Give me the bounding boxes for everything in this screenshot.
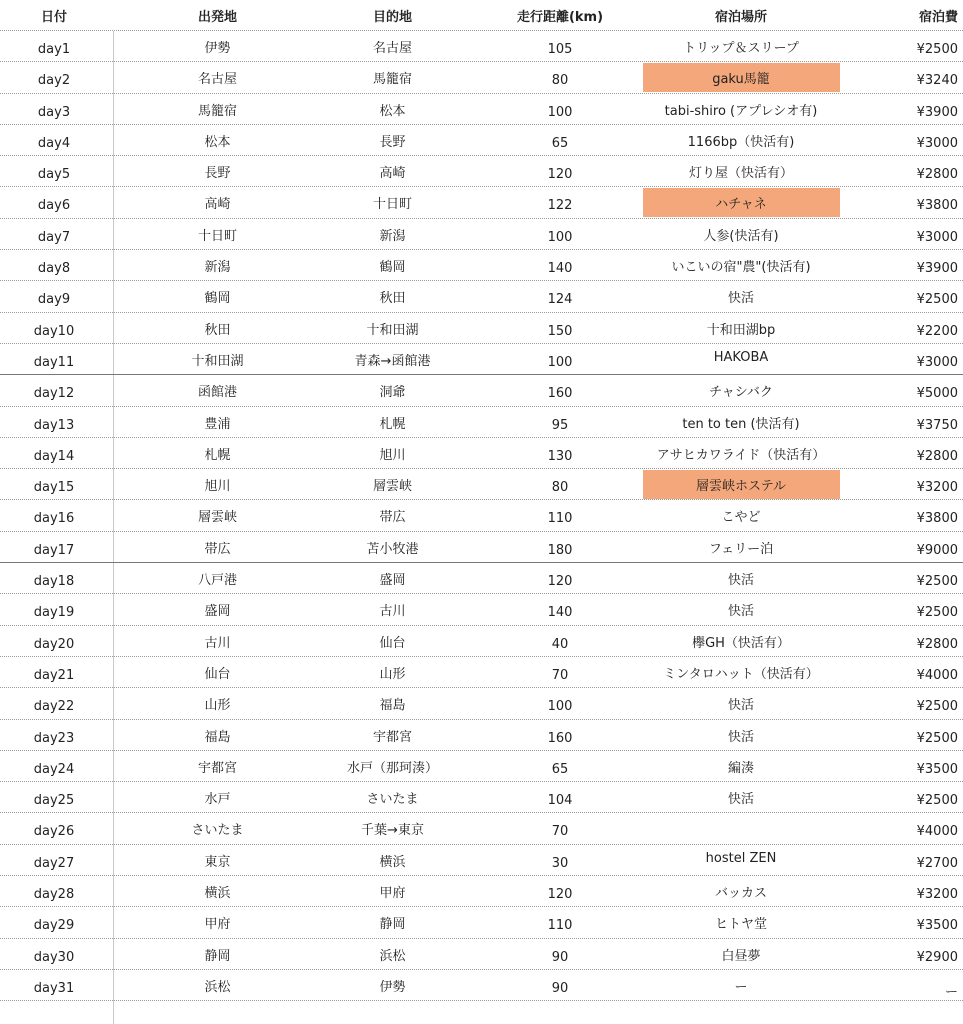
cell-stay: 快活 [727, 698, 754, 714]
cell-stay: 1166bp（快活有) [687, 134, 795, 150]
cell-cost: ¥2800 [916, 636, 958, 652]
cell-distance: 120 [547, 167, 573, 183]
cell-distance: 105 [547, 42, 573, 57]
cell-distance: 65 [551, 135, 569, 151]
cell-day: day12 [33, 386, 75, 402]
cell-to: 青森→函館港 [354, 353, 431, 369]
table-row [0, 813, 963, 844]
cell-cost: ¥2800 [916, 167, 958, 183]
cell-distance: 80 [551, 480, 569, 496]
cell-to: 十和田湖 [366, 322, 419, 338]
cell-to: 札幌 [379, 416, 406, 432]
cell-to: 伊勢 [379, 979, 406, 995]
cell-stay: 人参(快活有) [703, 228, 779, 244]
cell-from: 水戸 [204, 792, 231, 808]
cell-to: 名古屋 [372, 41, 412, 56]
cell-stay: ヒトヤ堂 [714, 917, 767, 933]
cell-distance: 100 [547, 229, 573, 245]
table-row [0, 250, 963, 281]
cell-cost: ¥3200 [916, 887, 958, 903]
cell-day: day23 [33, 730, 75, 746]
cell-to: 十日町 [372, 197, 412, 213]
table-row [0, 939, 963, 970]
cell-from: 浜松 [204, 979, 231, 995]
cell-cost: ¥2500 [916, 605, 958, 621]
cell-cost: ¥2700 [916, 855, 958, 871]
cell-day: day14 [33, 448, 75, 464]
cell-distance: 180 [547, 542, 573, 558]
cell-from: 鶴岡 [204, 291, 231, 307]
cell-to: 千葉→東京 [361, 823, 424, 839]
cell-cost: ¥3000 [916, 135, 958, 151]
cell-to: 古川 [379, 604, 406, 620]
cell-cost: ¥3200 [916, 480, 958, 496]
cell-from: 層雲峡 [197, 510, 237, 526]
header-from: 出発地 [197, 10, 237, 25]
cell-to: 新潟 [379, 228, 406, 244]
cell-to: 長野 [379, 134, 406, 150]
cell-distance: 110 [547, 511, 573, 527]
cell-stay: gaku馬籠 [712, 72, 770, 88]
cell-distance: 124 [547, 292, 573, 308]
cell-day: day7 [37, 229, 71, 245]
cell-cost: ¥3240 [916, 73, 958, 89]
header-to: 目的地 [372, 10, 412, 25]
table-row [0, 720, 963, 751]
cell-from: 函館港 [197, 385, 237, 401]
cell-cost: ¥4000 [916, 824, 958, 840]
cell-from: 古川 [204, 635, 231, 651]
table-row [0, 782, 963, 813]
cell-distance: 80 [551, 73, 569, 89]
cell-from: 伊勢 [204, 41, 231, 56]
table-row [0, 500, 963, 531]
cell-from: 甲府 [204, 917, 231, 933]
cell-cost: ¥3750 [916, 417, 958, 433]
cell-day: day21 [33, 667, 75, 683]
cell-distance: 90 [551, 980, 569, 996]
table-row [0, 563, 963, 594]
cell-distance: 100 [547, 354, 573, 370]
cell-day: day11 [33, 354, 75, 370]
cell-stay: 十和田湖bp [706, 322, 776, 338]
cell-stay: tabi-shiro (アプレシオ有) [664, 103, 818, 119]
cell-from: 高崎 [204, 197, 231, 213]
cell-distance: 110 [547, 918, 573, 934]
table-row [0, 375, 963, 406]
table-row [0, 657, 963, 688]
table-row [0, 344, 963, 375]
cell-cost: ¥3800 [916, 198, 958, 214]
header-cost: 宿泊費 [918, 10, 958, 25]
cell-to: 苫小牧港 [366, 541, 419, 557]
cell-stay: ミンタロハット（快活有） [663, 666, 819, 682]
cell-from: 横浜 [204, 886, 231, 902]
cell-stay: トリップ＆スリープ [683, 41, 799, 56]
cell-distance: 30 [551, 855, 569, 871]
cell-to: 洞爺 [379, 385, 406, 401]
cell-cost: ¥3500 [916, 918, 958, 934]
cell-cost: ¥3000 [916, 354, 958, 370]
cell-stay: 快活 [727, 792, 754, 808]
cell-to: 仙台 [379, 635, 406, 651]
table-row [0, 907, 963, 938]
cell-stay: 編湊 [727, 760, 754, 776]
table-row [0, 751, 963, 782]
cell-day: day10 [33, 323, 75, 339]
cell-day: day29 [33, 918, 75, 934]
cell-to: 高崎 [379, 166, 406, 182]
cell-stay: ハチャネ [715, 197, 767, 213]
cell-distance: 95 [551, 417, 569, 433]
cell-distance: 120 [547, 887, 573, 903]
cell-from: 馬籠宿 [197, 103, 237, 119]
cell-stay: 快活 [727, 291, 754, 307]
header-day: 日付 [40, 10, 67, 25]
cell-day: day30 [33, 949, 75, 965]
cell-cost: ¥3900 [916, 261, 958, 277]
cell-cost: ¥3000 [916, 229, 958, 245]
cell-stay: 快活 [727, 604, 754, 620]
table-row [0, 438, 963, 469]
cell-distance: 160 [547, 386, 573, 402]
header-stay: 宿泊場所 [714, 10, 767, 25]
cell-day: day1 [37, 42, 71, 57]
table-row [0, 94, 963, 125]
cell-day: day3 [37, 104, 71, 120]
table-row [0, 187, 963, 218]
cell-distance: 140 [547, 261, 573, 277]
cell-distance: 70 [551, 824, 569, 840]
cell-to: 旭川 [379, 447, 406, 463]
table-row [0, 845, 963, 876]
cell-day: day25 [33, 793, 75, 809]
cell-from: さいたま [191, 823, 244, 839]
cell-day: day26 [33, 824, 75, 840]
cell-cost: ¥2900 [916, 949, 958, 965]
cell-stay: 灯り屋（快活有） [688, 166, 793, 182]
cell-cost: ¥4000 [916, 667, 958, 683]
cell-distance: 120 [547, 574, 573, 590]
cell-stay: 快活 [727, 573, 754, 589]
cell-cost: ¥2500 [916, 699, 958, 715]
table-header [0, 0, 963, 31]
cell-distance: 160 [547, 730, 573, 746]
cell-day: day6 [37, 198, 71, 214]
cell-day: day15 [33, 480, 75, 496]
cell-cost: ¥2500 [916, 292, 958, 308]
table-row [0, 156, 963, 187]
cell-stay: ten to ten (快活有) [682, 416, 800, 432]
cell-cost: ¥3800 [916, 511, 958, 527]
cell-day: day2 [37, 73, 71, 89]
table-row [0, 876, 963, 907]
cell-cost: ¥2500 [916, 574, 958, 590]
cell-from: 帯広 [204, 541, 231, 557]
cell-day: day18 [33, 574, 75, 590]
cell-distance: 130 [547, 448, 573, 464]
cell-stay: hostel ZEN [705, 850, 777, 866]
cell-distance: 90 [551, 949, 569, 965]
cell-to: 横浜 [379, 854, 406, 870]
cell-distance: 122 [547, 198, 573, 214]
cell-day: day16 [33, 511, 75, 527]
cell-day: day5 [37, 167, 71, 183]
cell-distance: 100 [547, 104, 573, 120]
cell-stay: チャシバク [709, 385, 773, 401]
cell-stay: 快活 [727, 729, 754, 745]
table-row [0, 407, 963, 438]
table-row [0, 688, 963, 719]
table-row [0, 594, 963, 625]
cell-to: 松本 [379, 103, 406, 119]
cell-to: 帯広 [379, 510, 406, 526]
cell-day: day27 [33, 855, 75, 871]
cell-distance: 65 [551, 761, 569, 777]
cell-cost: ー [944, 984, 958, 1000]
cell-to: 秋田 [379, 291, 406, 307]
cell-cost: ¥2500 [916, 793, 958, 809]
cell-from: 十和田湖 [191, 353, 244, 369]
cell-stay: バッカス [714, 886, 767, 902]
cell-stay: いこいの宿"農"(快活有) [671, 260, 811, 276]
cell-from: 長野 [204, 166, 231, 182]
cell-stay: 層雲峡ホステル [695, 479, 787, 495]
cell-distance: 150 [547, 323, 573, 339]
cell-distance: 40 [551, 636, 569, 652]
cell-from: 静岡 [204, 948, 231, 964]
cell-from: 八戸港 [197, 573, 237, 589]
cell-cost: ¥2500 [916, 42, 958, 57]
cell-from: 福島 [204, 729, 231, 745]
header-distance: 走行距離(km) [516, 10, 604, 25]
cell-day: day24 [33, 761, 75, 777]
cell-from: 名古屋 [197, 72, 237, 88]
cell-from: 宇都宮 [197, 760, 237, 776]
cell-from: 松本 [204, 134, 231, 150]
cell-to: 静岡 [379, 917, 406, 933]
cell-day: day20 [33, 636, 75, 652]
cell-cost: ¥3900 [916, 104, 958, 120]
cell-to: 山形 [379, 666, 406, 682]
cell-day: day17 [33, 542, 75, 558]
table-row [0, 281, 963, 312]
table-row [0, 626, 963, 657]
cell-to: さいたま [366, 792, 419, 808]
cell-day: day9 [37, 292, 71, 308]
cell-day: day13 [33, 417, 75, 433]
cell-cost: ¥9000 [916, 542, 958, 558]
cell-day: day19 [33, 605, 75, 621]
cell-to: 宇都宮 [372, 729, 412, 745]
cell-day: day4 [37, 135, 71, 151]
cell-cost: ¥2200 [916, 323, 958, 339]
cell-day: day8 [37, 261, 71, 277]
cell-from: 札幌 [204, 447, 231, 463]
cell-to: 馬籠宿 [372, 72, 412, 88]
cell-from: 山形 [204, 698, 231, 714]
cell-cost: ¥2800 [916, 448, 958, 464]
table-row [0, 219, 963, 250]
cell-to: 盛岡 [379, 573, 406, 589]
table-row [0, 313, 963, 344]
table-body [0, 31, 963, 1001]
cell-from: 盛岡 [204, 604, 231, 620]
cell-stay: HAKOBA [713, 349, 769, 365]
cell-stay: アサヒカワライド（快活有） [656, 447, 826, 463]
cell-distance: 70 [551, 667, 569, 683]
table-row [0, 532, 963, 563]
cell-stay: 白昼夢 [721, 948, 761, 964]
cell-distance: 100 [547, 699, 573, 715]
cell-cost: ¥5000 [916, 386, 958, 402]
cell-day: day22 [33, 699, 75, 715]
cell-stay: 欅GH（快活有） [692, 635, 790, 651]
cell-cost: ¥2500 [916, 730, 958, 746]
table-row [0, 970, 963, 1001]
cell-from: 東京 [204, 854, 231, 870]
cell-stay: フェリー泊 [708, 541, 774, 557]
cell-from: 新潟 [204, 260, 231, 276]
cell-stay: こやど [721, 510, 761, 526]
cell-to: 浜松 [379, 948, 406, 964]
cell-from: 秋田 [204, 322, 231, 338]
cell-to: 福島 [379, 698, 406, 714]
cell-to: 層雲峡 [372, 479, 412, 495]
table-row [0, 469, 963, 500]
cell-day: day31 [33, 980, 75, 996]
table-row [0, 62, 963, 93]
cell-from: 旭川 [204, 479, 231, 495]
cell-to: 甲府 [379, 886, 406, 902]
cell-distance: 104 [547, 793, 573, 809]
cell-from: 仙台 [204, 666, 231, 682]
table-row [0, 125, 963, 156]
cell-cost: ¥3500 [916, 761, 958, 777]
cell-to: 水戸（那珂湊） [346, 760, 438, 776]
cell-from: 豊浦 [204, 416, 231, 432]
cell-stay: ー [734, 979, 748, 995]
table-row [0, 31, 963, 62]
cell-from: 十日町 [197, 228, 237, 244]
cell-day: day28 [33, 887, 75, 903]
cell-distance: 140 [547, 605, 573, 621]
cell-to: 鶴岡 [379, 260, 406, 276]
